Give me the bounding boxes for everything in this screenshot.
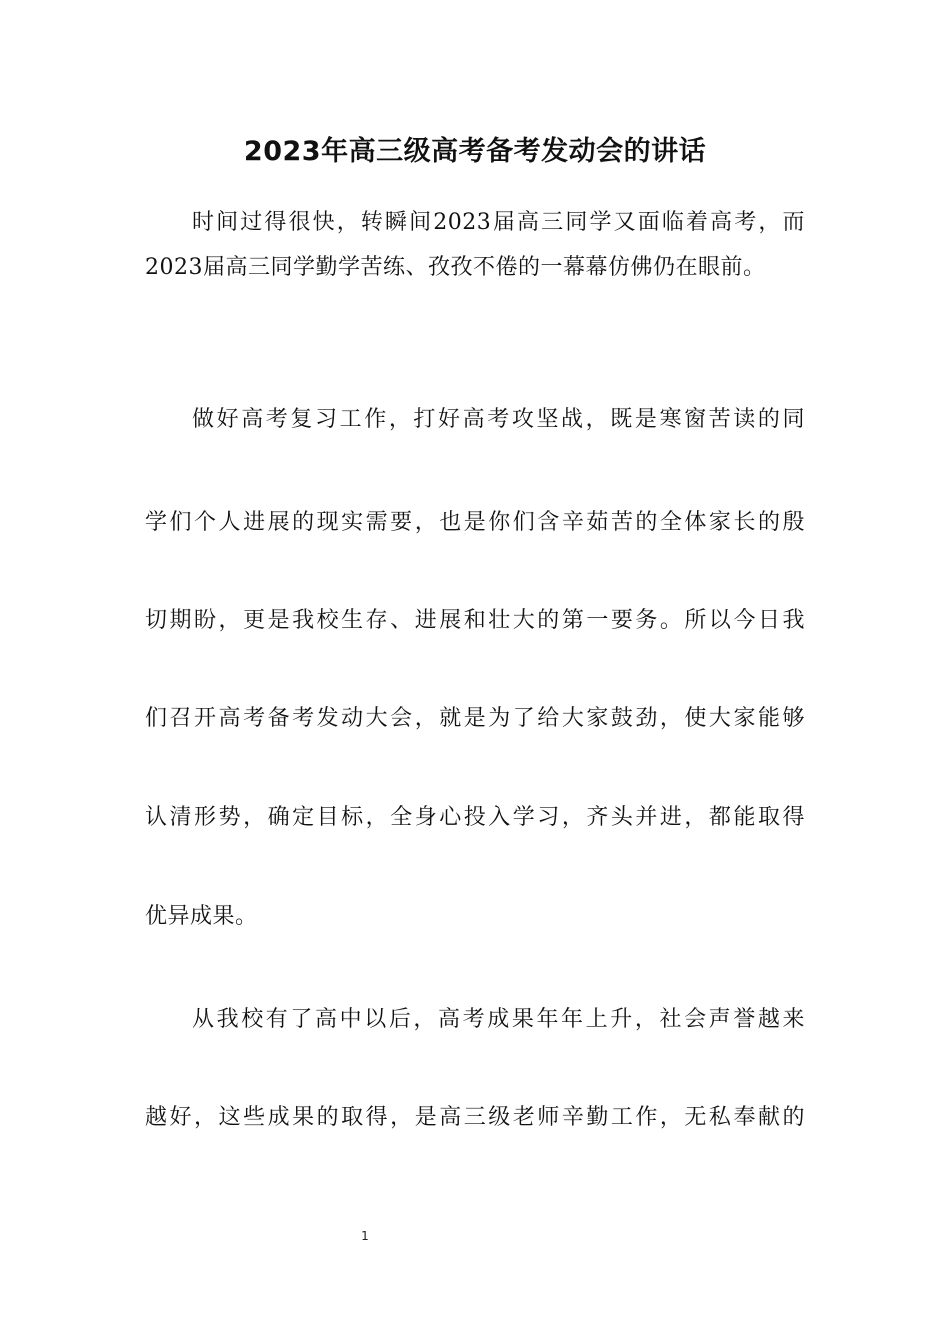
paragraph-line: 2023届高三同学勤学苦练、孜孜不倦的一幕幕仿佛仍在眼前。 <box>145 255 766 280</box>
paragraph-line: 优异成果。 <box>145 904 258 929</box>
paragraph-line: 越好，这些成果的取得，是高三级老师辛勤工作，无私奉献的 <box>145 1105 805 1130</box>
paragraph-line: 们召开高考备考发动大会，就是为了给大家鼓劲，使大家能够 <box>145 706 805 731</box>
paragraph-line: 学们个人进展的现实需要，也是你们含辛茹苦的全体家长的殷 <box>145 510 805 535</box>
document-title: 2023年高三级高考备考发动会的讲话 <box>243 136 707 167</box>
paragraph-line: 做好高考复习工作，打好高考攻坚战，既是寒窗苦读的同 <box>192 407 805 432</box>
page-number: 1 <box>361 1229 369 1243</box>
paragraph-line: 认清形势，确定目标，全身心投入学习，齐头并进，都能取得 <box>145 805 805 830</box>
paragraph-line: 从我校有了高中以后，高考成果年年上升，社会声誉越来 <box>192 1007 805 1032</box>
paragraph-line: 时间过得很快，转瞬间2023届高三同学又面临着高考，而 <box>192 210 805 235</box>
paragraph-line: 切期盼，更是我校生存、进展和壮大的第一要务。所以今日我 <box>145 608 805 633</box>
